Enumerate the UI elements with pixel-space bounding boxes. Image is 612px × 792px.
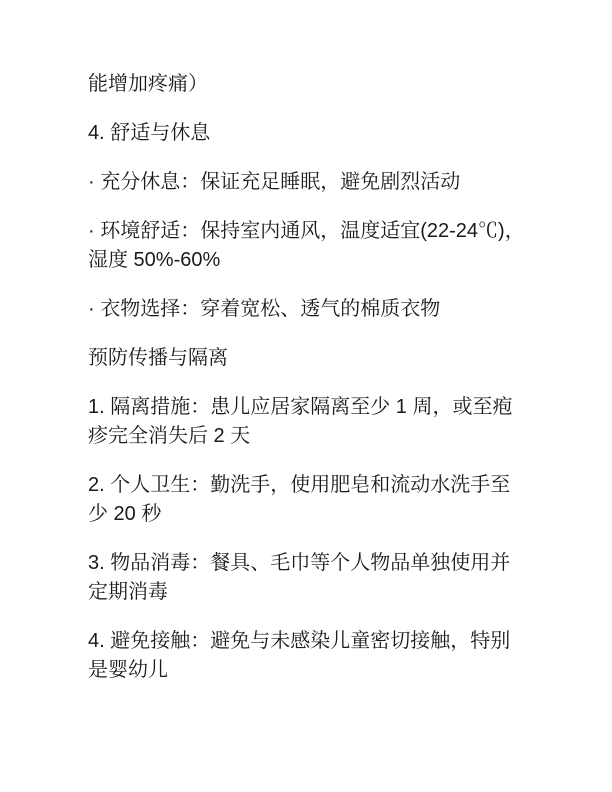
list-item-4-avoid-contact xyxy=(88,627,526,685)
text-line: 能增加疼痛） xyxy=(88,73,208,95)
text-line: · 环境舒适：保持室内通风，温度适宜(22-24℃)， xyxy=(88,220,525,242)
list-item-2-personal-hygiene xyxy=(88,471,526,529)
document-text-content xyxy=(88,70,526,705)
text-line: 少 20 秒 xyxy=(88,503,162,525)
text-line: 3. 物品消毒：餐具、毛巾等个人物品单独使用并 xyxy=(88,552,511,574)
text-line: · 衣物选择：穿着宽松、透气的棉质衣物 xyxy=(88,298,441,320)
text-line: 1. 隔离措施：患儿应居家隔离至少 1 周，或至疱 xyxy=(88,396,513,418)
text-line: · 充分休息：保证充足睡眠，避免剧烈活动 xyxy=(88,171,461,193)
bullet-clothing-choice xyxy=(88,295,526,324)
list-item-4-comfort-and-rest xyxy=(88,119,526,148)
paragraph-continuation-pain xyxy=(88,70,526,99)
text-line: 4. 避免接触：避免与未感染儿童密切接触，特别 xyxy=(88,630,511,652)
list-item-1-isolation-measures xyxy=(88,393,526,451)
text-line: 是婴幼儿 xyxy=(88,659,168,681)
text-line: 预防传播与隔离 xyxy=(88,347,228,369)
section-label-prevention-isolation xyxy=(88,344,526,373)
list-item-3-item-disinfection xyxy=(88,549,526,607)
text-line: 定期消毒 xyxy=(88,581,168,603)
bullet-adequate-rest xyxy=(88,168,526,197)
text-line: 疹完全消失后 2 天 xyxy=(88,425,251,447)
text-line: 4. 舒适与休息 xyxy=(88,122,211,144)
bullet-comfortable-environment xyxy=(88,217,526,275)
text-line: 湿度 50%-60% xyxy=(88,249,221,271)
text-line: 2. 个人卫生：勤洗手，使用肥皂和流动水洗手至 xyxy=(88,474,511,496)
